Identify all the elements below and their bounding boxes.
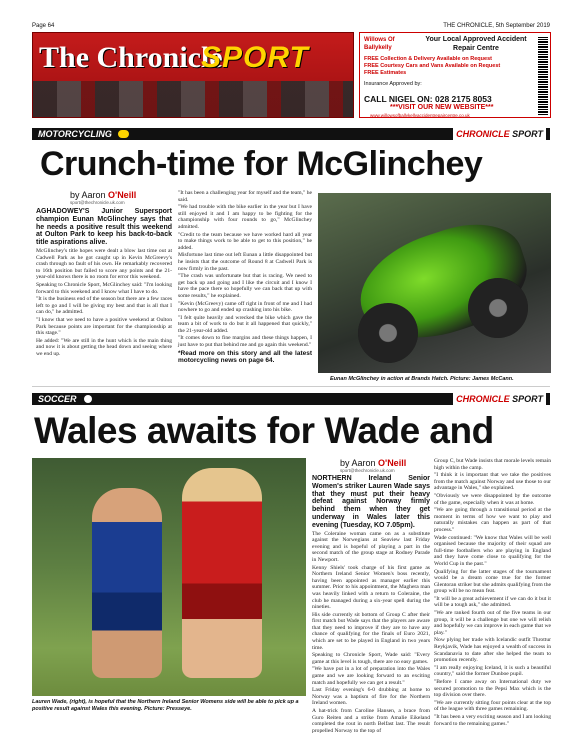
section-kicker: SOCCER bbox=[38, 394, 77, 404]
story2-paragraph: Now plying her trade with Icelandic outfit Throttur Reykjavik, Wade has enjoyed a wealth of success in Scandanavia to date after she helped the team to promotion recently. bbox=[434, 637, 551, 664]
football-icon bbox=[84, 395, 92, 403]
page-header bbox=[32, 21, 550, 31]
advert-phone: CALL NIGEL ON: 028 2175 8053 bbox=[364, 94, 492, 104]
paper-date: THE CHRONICLE, 5th September 2019 bbox=[443, 23, 550, 29]
story2-paragraph: "We are going through a transitional period at the moment in terms of how we want to play and naturally mistakes can happen as part of that process." bbox=[434, 507, 551, 533]
story2-paragraph: "Obviously we were disappointed by the outcome of the game, especially when it was at home. bbox=[434, 492, 551, 506]
divider bbox=[32, 386, 550, 387]
story1-paragraph: "It has been a challenging year for myself and the team," he said. bbox=[178, 190, 312, 203]
advert-offer: FREE Collection & Delivery Available on Request bbox=[364, 56, 492, 62]
advert-offer-list bbox=[364, 56, 534, 77]
story2-paragraph: "We are currently sitting four points clear at the top of the league with three games remaining. bbox=[434, 699, 551, 713]
byline-name: O'Neill bbox=[378, 458, 407, 468]
wheel-shape bbox=[468, 278, 528, 338]
byline-email: sport@thechronicle.uk.com bbox=[70, 200, 125, 205]
story2-paragraph: Last Friday evening's 6-0 drubbing at home to Norway was a baptism of fire for the Northern Ireland women. bbox=[312, 687, 430, 707]
story2-headline: Wales awaits for Wade and bbox=[34, 410, 494, 451]
page-number: Page 64 bbox=[32, 23, 55, 29]
section-kicker: MOTORCYCLING bbox=[38, 129, 112, 139]
advert-url: www.willowsofballykellyaccidentrepaircentre.co.uk bbox=[370, 113, 470, 118]
byline-by: by Aaron bbox=[70, 190, 106, 200]
advert-insurance: Insurance Approved by: bbox=[364, 81, 422, 87]
barcode-icon bbox=[538, 37, 548, 115]
story2-paragraph: Kenny Shiels' took charge of his first game as Northern Ireland Senior Women's boss recently, having been appointed as manager earlier this summer. Prior to his appointment, the Maghera man was heavily linked with a return to Coleraine, the club he managed during a six-year spell during the nineties. bbox=[312, 564, 430, 611]
story1-paragraph: Speaking to Chronicle Sport, McGlinchey said: "I'm looking forward to this weekend and I know what I have to do. bbox=[36, 281, 172, 295]
story1-headline: Crunch-time for McGlinchey bbox=[40, 145, 483, 183]
sport-logo: SPORT bbox=[201, 41, 309, 74]
byline-name: O'Neill bbox=[108, 190, 137, 200]
story2-paragraph: His side currently sit bottom of Group C after their first match but Wade says that the players are aware that they need to improve if they are to have any chance of qualifying for the finals of Euro 2021, which are set to be played in England in two years time. bbox=[312, 611, 430, 651]
advert-willows bbox=[359, 32, 551, 118]
story2-column-1 bbox=[312, 475, 430, 734]
advert-brand: Willows Of Ballykelly bbox=[364, 37, 395, 51]
story1-paragraph: "We had trouble with the bike earlier in the year but I have still enjoyed it and I am happy to be fighting for the championship with four rounds to go," McGlinchey admitted. bbox=[178, 204, 312, 230]
story2-lead: NORTHERN Ireland Senior Women's striker Lauren Wade says that they must put their heavy defeat against Norway firmly behind them when they get underway in Wales later this evening (Tuesday, KO 7.05pm). bbox=[312, 475, 430, 529]
story1-paragraph: "I know that we need to have a positive weekend at Oulton Park because points are important for the championship at this stage." bbox=[36, 316, 172, 337]
chronicle-logo: The Chronicle bbox=[39, 41, 223, 74]
wheel-shape bbox=[358, 303, 418, 363]
player-left-image bbox=[92, 488, 162, 678]
story1-paragraph: "Credit to the team because we have worked hard all year to make things work to be able to get to this position," he added. bbox=[178, 231, 312, 251]
advert-offer: FREE Estimates bbox=[364, 69, 407, 76]
story1-column-2 bbox=[178, 190, 312, 378]
story2-paragraph: "I think it is important that we take the positives from the match against Norway and use those to our advantage in Wales," she explained. bbox=[434, 472, 551, 492]
story1-paragraph: "The crash was unfortunate but that is racing. We need to get back up and going and I like the circuit and I know I have the pace there so hopefully we can back that up with some results," he explained. bbox=[178, 273, 312, 299]
story1-paragraph: "I felt quite heavily and wrecked the bike which gave the team a bit of work to do but it all happened that quickly," the 21-year-old added. bbox=[178, 314, 312, 334]
story1-paragraph: "Kevin (McGreevy) came off right in front of me and I had nowhere to go and ended up crashing into his bike. bbox=[178, 300, 312, 314]
story1-paragraph: "It comes down to fine margins and these things happen, I just have to put that behind me and go again this weekend." bbox=[178, 335, 312, 349]
sports-collage-image bbox=[33, 81, 353, 117]
story2-paragraph: Speaking to Chronicle Sport, Wade said: "Every game at this level is tough, there are no easy games. bbox=[312, 652, 430, 665]
section-bar-motorcycling bbox=[32, 128, 550, 140]
player-right-image bbox=[182, 468, 262, 678]
brand-sport: SPORT bbox=[512, 129, 543, 139]
story1-byline bbox=[70, 190, 190, 205]
story2-paragraph: "We are ranked fourth out of the five teams in our group, it will be a challenge but one we will relish and hopefully we can improve in each game that we play." bbox=[434, 610, 551, 636]
story2-paragraph: The Coleraine woman came on as a substitute against the Norwegians at Seaview last Friday evening and is hopeful of playing a part in the second match of the group stage at Rodney Parade in Newport. bbox=[312, 530, 430, 563]
brand-chronicle: CHRONICLE bbox=[456, 394, 510, 404]
story2-paragraph: Group C, but Wade insists that morale levels remain high within the camp. bbox=[434, 458, 551, 471]
story2-paragraph: "Before I came away on International duty we secured promotion to the Pepsi Max which is the top division over there. bbox=[434, 679, 551, 699]
story1-lead: AGHADOWEY'S Junior Supersport champion Eunan McGlinchey says that he needs a positive result this weekend at Oulton Park to keep his back-to-back title aspirations alive. bbox=[36, 208, 172, 247]
story1-caption: Eunan McGlinchey in action at Brands Hatch. Picture: James McCann. bbox=[330, 376, 514, 382]
story1-paragraph: McGlinchey's title hopes were dealt a blow last time out at Cadwell Park as he got caught up in Kevin McGreevy's crash through no fault of his own. He remarkably recovered to 16th position but failed to score any points and the 21-year-old knows there is no room for error this weekend. bbox=[36, 247, 172, 281]
story1-read-more: *Read more on this story and all the latest motorcycling news on page 64. bbox=[178, 349, 312, 365]
story2-paragraph: "We have put in a lot of preparation into the Wales game and we are looking forward to an exciting match and hopefully we can get a result." bbox=[312, 666, 430, 686]
story2-paragraph: "I am really enjoying Iceland, it is such a beautiful country," said the former Dunboe pupil. bbox=[434, 664, 551, 678]
story2-paragraph: Wade continued: "We know that Wales will be well organised because the majority of their squad are full-time footballers who are playing in England and they have come close to qualifying for the World Cup in the past." bbox=[434, 534, 551, 567]
byline-by: by Aaron bbox=[340, 458, 376, 468]
section-bar-soccer bbox=[32, 393, 550, 405]
story1-paragraph: He added: "We are still in the hunt which is the main thing and now it is about getting the head down and seeing where we end up. bbox=[36, 337, 172, 357]
helmet-icon bbox=[118, 130, 129, 138]
story2-paragraph: Qualifying for the latter stages of the tournament would be a dream come true for the former Glentoran striker but she admits qualifying from the group will be no mean feat. bbox=[434, 568, 551, 595]
story2-paragraph: "It has been a very exciting season and I am looking forward to the remaining games." bbox=[434, 713, 551, 727]
photo-motorcycle bbox=[318, 193, 551, 373]
chronicle-sport-tag bbox=[453, 128, 546, 140]
story2-paragraph: "It will be a great achievement if we can do it but it will be a tough ask," she admitted. bbox=[434, 595, 551, 609]
brand-sport: SPORT bbox=[512, 394, 543, 404]
brand-chronicle: CHRONICLE bbox=[456, 129, 510, 139]
story2-caption: Lauren Wade, (right), is hopeful that the Northern Ireland Senior Womens side will be able to pick up a positive result against Wales this evening. Picture: Presseye. bbox=[32, 699, 299, 712]
story2-column-2 bbox=[434, 458, 551, 730]
story1-paragraph: Misfortune last time out left Eunan a little disappointed but he insists that the outcome of Round 8 at Cadwell Park is now firmly in the past. bbox=[178, 252, 312, 272]
photo-footballers bbox=[32, 458, 306, 696]
advert-visit: ***VISIT OUR NEW WEBSITE*** bbox=[390, 104, 494, 111]
masthead-banner bbox=[32, 32, 354, 118]
advert-headline: Your Local Approved Accident Repair Centre bbox=[425, 36, 527, 52]
chronicle-sport-tag bbox=[453, 393, 546, 405]
story1-column-1 bbox=[36, 208, 172, 376]
story1-paragraph: "It is the business end of the season but there are a few races left to go and I will be giving my best and that is all that I can do," he admitted. bbox=[36, 296, 172, 316]
advert-offer: FREE Courtesy Cars and Vans Available on Request bbox=[364, 62, 501, 69]
story2-paragraph: A hat-trick from Caroline Hansen, a brace from Guro Reiten and a strike from Amalie Eikeland completed the rout in north Belfast last. The result propelled Norway to the top of bbox=[312, 708, 430, 734]
byline-email: sport@thechronicle.uk.com bbox=[340, 468, 395, 473]
